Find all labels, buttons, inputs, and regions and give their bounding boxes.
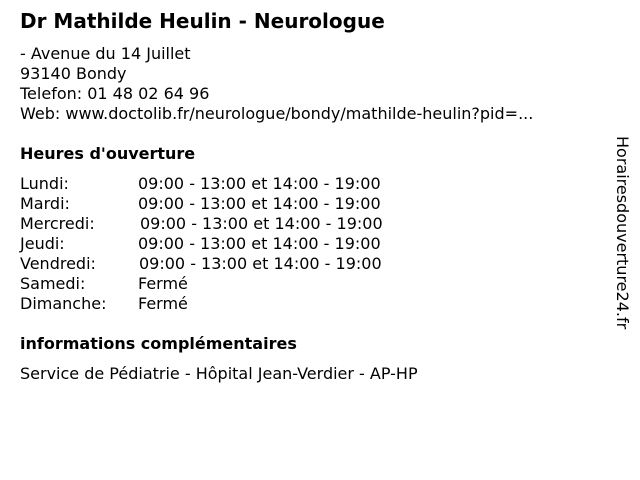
- day-hours: 09:00 - 13:00 et 14:00 - 19:00: [140, 214, 383, 233]
- page-title: Dr Mathilde Heulin - Neurologue: [20, 9, 385, 33]
- day-hours: Fermé: [138, 294, 188, 313]
- address-street: - Avenue du 14 Juillet: [20, 44, 191, 63]
- day-hours: 09:00 - 13:00 et 14:00 - 19:00: [138, 174, 381, 193]
- day-label: Samedi:: [20, 274, 86, 293]
- day-label: Vendredi:: [20, 254, 96, 273]
- day-hours: 09:00 - 13:00 et 14:00 - 19:00: [138, 234, 381, 253]
- hours-heading: Heures d'ouverture: [20, 144, 196, 163]
- day-hours: Fermé: [138, 274, 188, 293]
- day-label: Lundi:: [20, 174, 69, 193]
- phone-number: Telefon: 01 48 02 64 96: [20, 84, 210, 103]
- info-text: Service de Pédiatrie - Hôpital Jean-Verdier - AP-HP: [20, 364, 418, 383]
- address-block: [20, 44, 533, 124]
- website-link: Web: www.doctolib.fr/neurologue/bondy/mathilde-heulin?pid=...: [20, 104, 534, 123]
- day-label: Mercredi:: [20, 214, 95, 233]
- address-city: 93140 Bondy: [20, 64, 127, 83]
- day-hours: 09:00 - 13:00 et 14:00 - 19:00: [138, 194, 381, 213]
- info-heading: informations complémentaires: [20, 334, 297, 353]
- site-watermark: Horairesdouverture24.fr: [613, 136, 632, 330]
- day-label: Jeudi:: [20, 234, 65, 253]
- day-label: Dimanche:: [20, 294, 107, 313]
- day-hours: 09:00 - 13:00 et 14:00 - 19:00: [139, 254, 382, 273]
- day-label: Mardi:: [20, 194, 70, 213]
